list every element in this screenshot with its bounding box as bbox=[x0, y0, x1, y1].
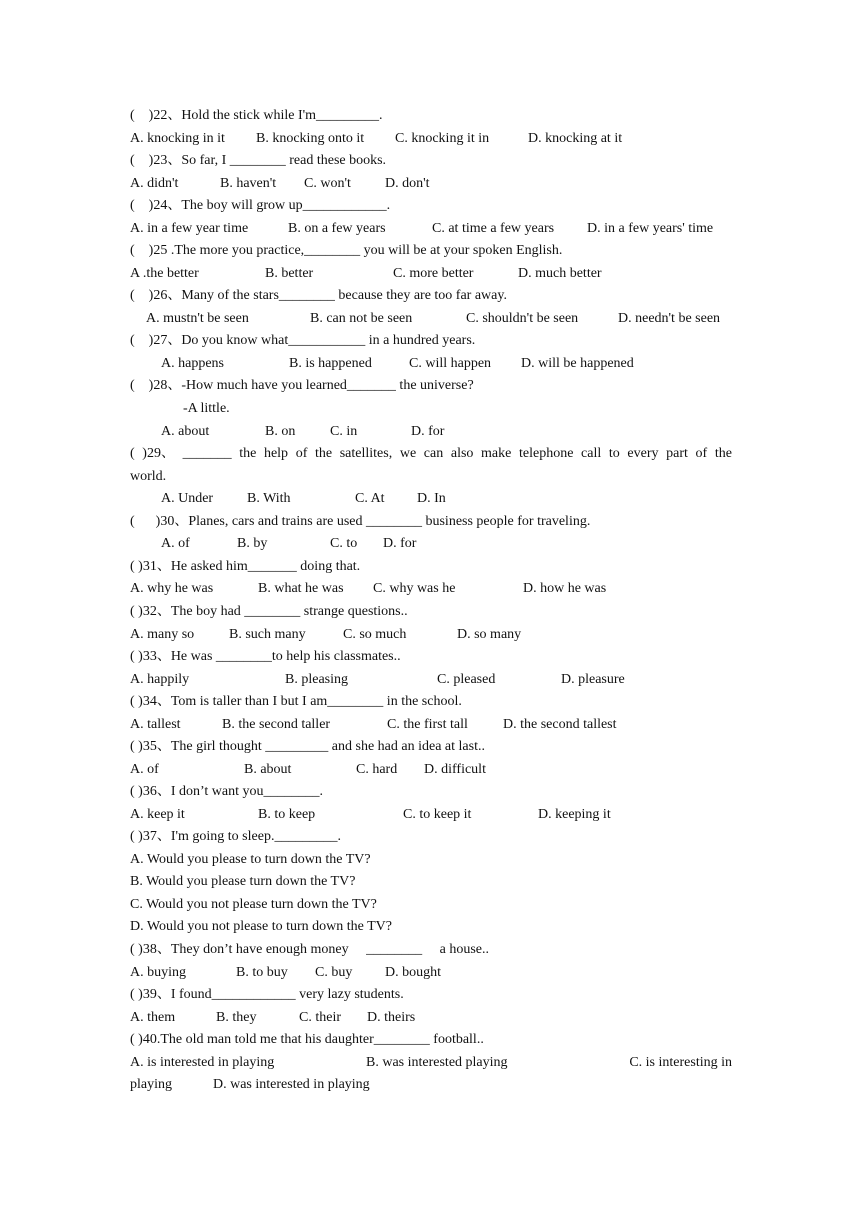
q37-option-d: D. Would you not please to turn down the TV? bbox=[130, 919, 392, 934]
q29-word: the bbox=[714, 446, 732, 461]
q28-option-c: C. in bbox=[330, 424, 358, 439]
q37-option-a: A. Would you please to turn down the TV? bbox=[130, 852, 371, 867]
q25-option-b: B. better bbox=[265, 266, 314, 281]
q35-option-d: D. difficult bbox=[424, 762, 486, 777]
q29-word: )29、 bbox=[142, 446, 175, 461]
q29-word: of bbox=[695, 446, 708, 461]
question-22-stem: ( )22、Hold the stick while I'm_________. bbox=[130, 108, 383, 123]
question-27-stem: ( )27、Do you know what___________ in a hundred years. bbox=[130, 333, 476, 348]
question-24-stem: ( )24、The boy will grow up____________. bbox=[130, 198, 391, 213]
q36-option-a: A. keep it bbox=[130, 807, 185, 822]
q39-option-c: C. their bbox=[299, 1010, 341, 1025]
q29-word: of bbox=[295, 446, 308, 461]
q29-option-b: B. With bbox=[247, 491, 291, 506]
q31-option-a: A. why he was bbox=[130, 581, 214, 596]
q22-option-a: A. knocking in it bbox=[130, 131, 225, 146]
q36-option-b: B. to keep bbox=[258, 807, 316, 822]
q33-option-a: A. happily bbox=[130, 672, 190, 687]
q25-option-a: A .the better bbox=[130, 266, 199, 281]
q34-option-b: B. the second taller bbox=[222, 717, 331, 732]
q31-option-b: B. what he was bbox=[258, 581, 344, 596]
q29-word: help bbox=[263, 446, 289, 461]
question-29-stem-line1 bbox=[130, 445, 732, 463]
q38-option-b: B. to buy bbox=[236, 965, 288, 980]
q33-option-d: D. pleasure bbox=[561, 672, 625, 687]
question-34-stem: ( )34、Tom is taller than I but I am________ in the school. bbox=[130, 694, 462, 709]
q22-option-c: C. knocking it in bbox=[395, 131, 490, 146]
q28-option-a: A. about bbox=[161, 424, 210, 439]
question-38-stem: ( )38、They don’t have enough money ________ a house.. bbox=[130, 942, 490, 957]
q31-option-d: D. how he was bbox=[523, 581, 607, 596]
q28-reply: -A little. bbox=[183, 401, 230, 416]
q33-option-c: C. pleased bbox=[437, 672, 496, 687]
q23-option-a: A. didn't bbox=[130, 176, 179, 191]
q34-option-d: D. the second tallest bbox=[503, 717, 617, 732]
q40-option-a: A. is interested in playing bbox=[130, 1055, 275, 1070]
q30-option-b: B. by bbox=[237, 536, 268, 551]
q32-option-a: A. many so bbox=[130, 627, 195, 642]
q35-option-b: B. about bbox=[244, 762, 292, 777]
q23-option-b: B. haven't bbox=[220, 176, 277, 191]
q29-word: we bbox=[399, 446, 417, 461]
q29-word: call bbox=[581, 446, 602, 461]
q28-option-b: B. on bbox=[265, 424, 296, 439]
q38-option-a: A. buying bbox=[130, 965, 186, 980]
q29-word: the bbox=[314, 446, 333, 461]
q29-word: every bbox=[627, 446, 659, 461]
q40-option-d: D. was interested in playing bbox=[213, 1077, 370, 1092]
q29-word: can bbox=[423, 446, 444, 461]
q38-option-c: C. buy bbox=[315, 965, 353, 980]
q22-option-b: B. knocking onto it bbox=[256, 131, 365, 146]
q24-option-b: B. on a few years bbox=[288, 221, 386, 236]
q34-option-c: C. the first tall bbox=[387, 717, 468, 732]
question-28-stem: ( )28、-How much have you learned_______ the universe? bbox=[130, 378, 474, 393]
q24-option-a: A. in a few year time bbox=[130, 221, 249, 236]
q23-option-c: C. won't bbox=[304, 176, 351, 191]
question-33-stem: ( )33、He was ________to help his classmates.. bbox=[130, 649, 401, 664]
q26-option-d: D. needn't be seen bbox=[618, 311, 721, 326]
question-29-stem-line2: world. bbox=[130, 469, 167, 484]
question-32-stem: ( )32、The boy had ________ strange questions.. bbox=[130, 604, 408, 619]
question-35-stem: ( )35、The girl thought _________ and she had an idea at last.. bbox=[130, 739, 485, 754]
q31-option-c: C. why was he bbox=[373, 581, 456, 596]
question-39-stem: ( )39、I found____________ very lazy students. bbox=[130, 987, 404, 1002]
q29-word: make bbox=[481, 446, 512, 461]
q32-option-c: C. so much bbox=[343, 627, 407, 642]
q40-option-c-continued: playing bbox=[130, 1077, 172, 1092]
q38-option-d: D. bought bbox=[385, 965, 441, 980]
q35-option-c: C. hard bbox=[356, 762, 398, 777]
q25-option-d: D. much better bbox=[518, 266, 602, 281]
q22-option-d: D. knocking at it bbox=[528, 131, 623, 146]
q29-word: also bbox=[450, 446, 474, 461]
q29-word: to bbox=[608, 446, 620, 461]
q29-word: telephone bbox=[519, 446, 574, 461]
q35-option-a: A. of bbox=[130, 762, 159, 777]
q30-option-d: D. for bbox=[383, 536, 417, 551]
question-31-stem: ( )31、He asked him_______ doing that. bbox=[130, 559, 361, 574]
q39-option-b: B. they bbox=[216, 1010, 257, 1025]
q34-option-a: A. tallest bbox=[130, 717, 181, 732]
question-40-stem: ( )40.The old man told me that his daughter________ football.. bbox=[130, 1032, 484, 1047]
q37-option-c: C. Would you not please turn down the TV? bbox=[130, 897, 377, 912]
question-25-stem: ( )25 .The more you practice,________ you will be at your spoken English. bbox=[130, 243, 563, 258]
q30-option-c: C. to bbox=[330, 536, 358, 551]
q29-option-c: C. At bbox=[355, 491, 385, 506]
question-37-stem: ( )37、I'm going to sleep._________. bbox=[130, 829, 341, 844]
q40-option-b: B. was interested playing bbox=[366, 1055, 508, 1070]
q33-option-b: B. pleasing bbox=[285, 672, 348, 687]
q26-option-b: B. can not be seen bbox=[310, 311, 413, 326]
q27-option-b: B. is happened bbox=[289, 356, 372, 371]
q23-option-d: D. don't bbox=[385, 176, 430, 191]
question-26-stem: ( )26、Many of the stars________ because they are too far away. bbox=[130, 288, 507, 303]
q29-word: _______ bbox=[182, 446, 232, 461]
q29-word: ( bbox=[130, 446, 135, 461]
q29-word: the bbox=[239, 446, 257, 461]
q39-option-a: A. them bbox=[130, 1010, 176, 1025]
q39-option-d: D. theirs bbox=[367, 1010, 416, 1025]
q29-word: satellites, bbox=[339, 446, 393, 461]
question-30-stem: ( )30、Planes, cars and trains are used ________ business people for traveling. bbox=[130, 514, 591, 529]
q25-option-c: C. more better bbox=[393, 266, 474, 281]
q27-option-c: C. will happen bbox=[409, 356, 492, 371]
q32-option-d: D. so many bbox=[457, 627, 522, 642]
q27-option-d: D. will be happened bbox=[521, 356, 634, 371]
q40-option-c: C. is interesting in bbox=[629, 1055, 732, 1070]
q26-option-a: A. mustn't be seen bbox=[146, 311, 249, 326]
q36-option-c: C. to keep it bbox=[403, 807, 472, 822]
q27-option-a: A. happens bbox=[161, 356, 224, 371]
q28-option-d: D. for bbox=[411, 424, 445, 439]
question-23-stem: ( )23、So far, I ________ read these books. bbox=[130, 153, 387, 168]
q26-option-c: C. shouldn't be seen bbox=[466, 311, 579, 326]
question-36-stem: ( )36、I don’t want you________. bbox=[130, 784, 323, 799]
q29-word: part bbox=[666, 446, 688, 461]
q32-option-b: B. such many bbox=[229, 627, 306, 642]
q29-option-a: A. Under bbox=[161, 491, 214, 506]
q37-option-b: B. Would you please turn down the TV? bbox=[130, 874, 356, 889]
q29-option-d: D. In bbox=[417, 491, 446, 506]
q36-option-d: D. keeping it bbox=[538, 807, 611, 822]
q24-option-c: C. at time a few years bbox=[432, 221, 555, 236]
q30-option-a: A. of bbox=[161, 536, 190, 551]
q24-option-d: D. in a few years' time bbox=[587, 221, 714, 236]
